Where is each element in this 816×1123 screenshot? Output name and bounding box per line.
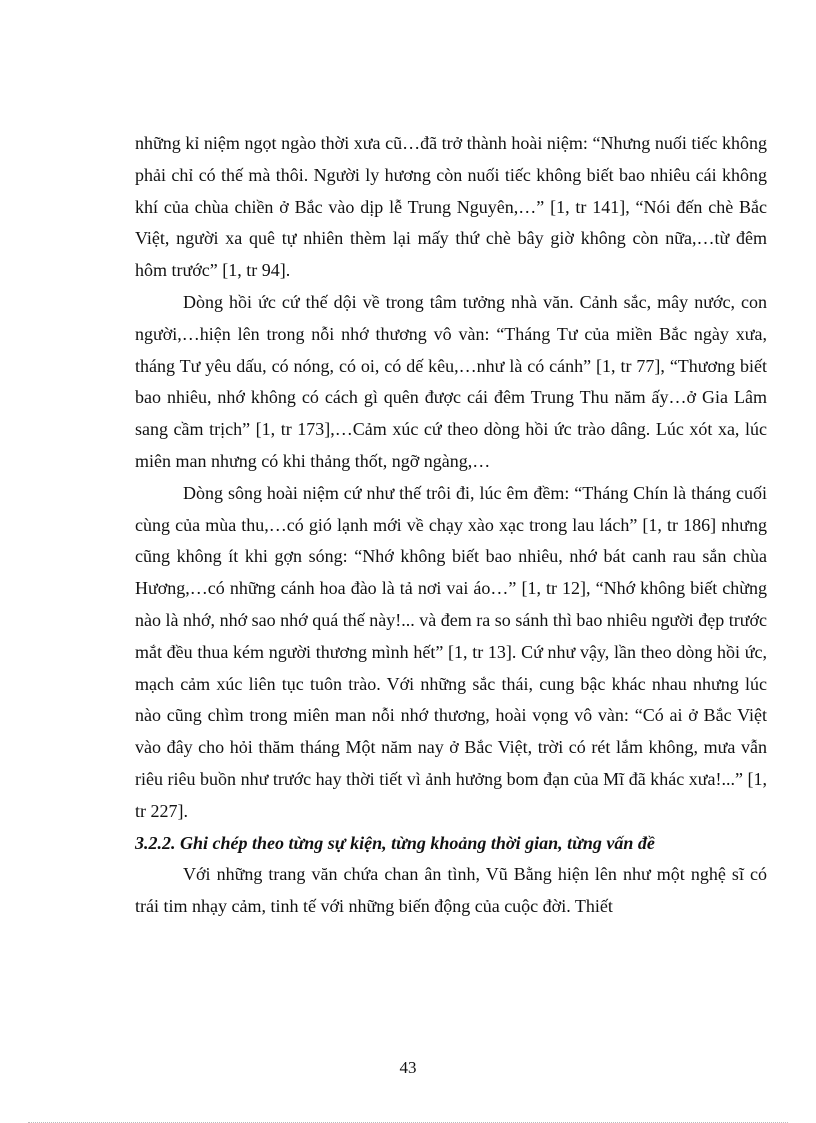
paragraph-continuation: những kỉ niệm ngọt ngào thời xưa cũ…đã trở thành hoài niệm: “Nhưng nuối tiếc không phải chỉ có thế mà thôi. Người ly hương còn nuối tiếc không biết bao nhiêu cái không khí của chùa chiền ở Bắc vào dịp lễ Trung Nguyên,…” [1, tr 141], “Nói đến chè Bắc Việt, người xa quê tự nhiên thèm lại mấy thứ chè bây giờ không còn nữa,…từ đêm hôm trước” [1, tr 94].	[135, 133, 767, 281]
page-number: 43	[399, 1058, 417, 1077]
page-body	[135, 128, 767, 923]
paragraph-memories: Dòng hồi ức cứ thế dội về trong tâm tưởng nhà văn. Cảnh sắc, mây nước, con người,…hiện lên trong nỗi nhớ thương vô vàn: “Tháng Tư của miền Bắc ngày xưa, tháng Tư yêu dấu, có nóng, có oi, có dế kêu,…như là có cánh” [1, tr 77], “Thương biết bao nhiêu, nhớ không có cách gì quên được cái đêm Trung Thu năm ấy…ở Gia Lâm sang cầm trịch” [1, tr 173],…Cảm xúc cứ theo dòng hồi ức trào dâng. Lúc xót xa, lúc miên man nhưng có khi thảng thốt, ngỡ ngàng,…	[135, 291, 767, 471]
paragraph-section-intro: Với những trang văn chứa chan ân tình, Vũ Bằng hiện lên như một nghệ sĩ có trái tim nhạy cảm, tinh tế với những biến động của cuộc đời. Thiết	[135, 864, 767, 917]
section-heading: 3.2.2. Ghi chép theo từng sự kiện, từng khoảng thời gian, từng vấn đề	[135, 832, 655, 853]
paragraph-river-of-nostalgia: Dòng sông hoài niệm cứ như thế trôi đi, lúc êm đềm: “Tháng Chín là tháng cuối cùng của mùa thu,…có gió lạnh mới về chạy xào xạc trong lau lách” [1, tr 186] nhưng cũng không ít khi gợn sóng: “Nhớ không biết bao nhiêu, nhớ bát canh rau sắn chùa Hương,…có những cánh hoa đào là tả nơi vai áo…” [1, tr 12], “Nhớ không biết chừng nào là nhớ, nhớ sao nhớ quá thế này!... và đem ra so sánh thì bao nhiêu người đẹp trước mắt đều thua kém người thương mình hết” [1, tr 13]. Cứ như vậy, lần theo dòng hồi ức, mạch cảm xúc liên tục tuôn trào. Với những sắc thái, cung bậc khác nhau nhưng lúc nào cũng chìm trong miên man nỗi nhớ thương, hoài vọng vô vàn: “Có ai ở Bắc Việt vào đây cho hỏi thăm tháng Một năm nay ở Bắc Việt, trời có rét lắm không, mưa vẫn riêu riêu buồn như trước hay thời tiết vì ảnh hưởng bom đạn của Mĩ đã khác xưa!...” [1, tr 227].	[135, 482, 767, 821]
